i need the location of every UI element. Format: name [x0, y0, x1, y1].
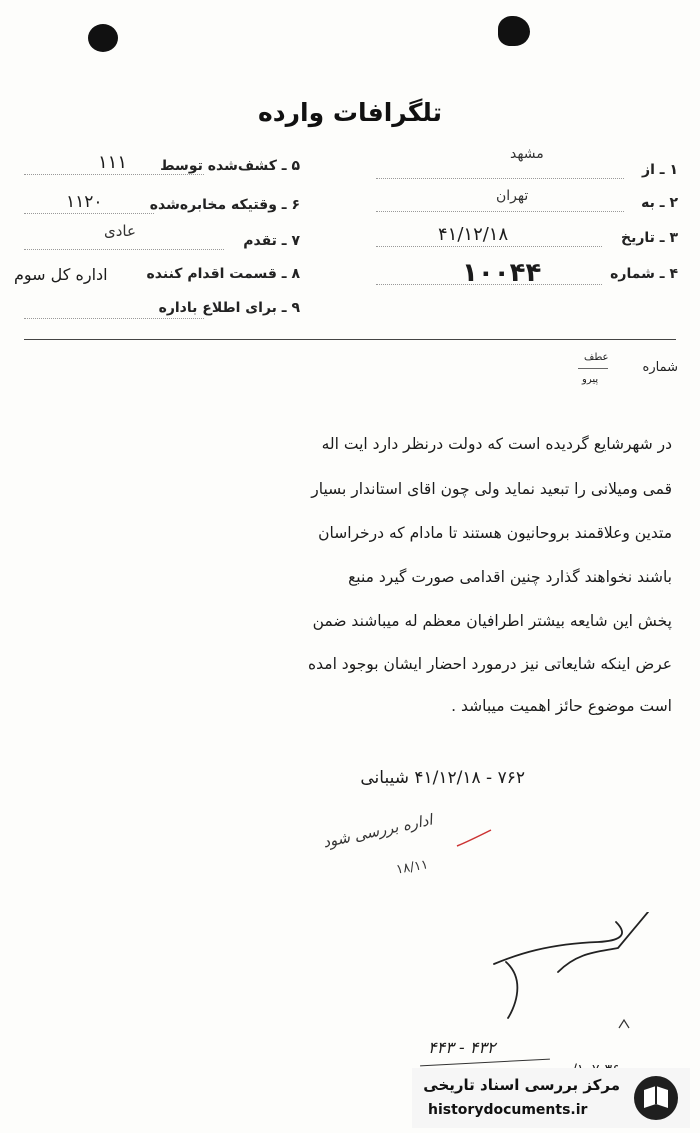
body-line-6: عرض اینکه شایعاتی نیز درمورد احضار ایشان بوجود امده	[308, 655, 672, 673]
info-label: ۹ ـ برای اطلاع باداره	[158, 300, 300, 316]
body-line-3: متدین وعلاقمند بروحانیون هستند تا مادام که درخراسان	[318, 524, 672, 542]
bottom-numbers: ۴۴۳ - ۴۳۲	[428, 1038, 496, 1057]
number-value: ۱۰۰۴۴	[462, 258, 542, 288]
doc-value: ۱۱۲۰	[66, 192, 103, 212]
ink-blot-left	[88, 24, 118, 52]
date-value: ۴۱/۱۲/۱۸	[438, 224, 509, 245]
doc-label: ۶ ـ وقتیکه مخابره‌شده	[149, 197, 300, 213]
handwritten-note: اداره بررسی شود	[321, 810, 435, 852]
priority-value: عادی	[104, 222, 136, 240]
to-label: ۲ ـ به	[641, 195, 678, 211]
from-value: مشهد	[510, 146, 544, 162]
watermark-name: مرکز بررسی اسناد تاریخی	[423, 1076, 620, 1094]
from-label: ۱ ـ از	[642, 162, 678, 178]
date-label: ۳ ـ تاریخ	[621, 230, 678, 246]
document-title: تلگرافات وارده	[258, 98, 442, 127]
number-label: ۴ ـ شماره	[610, 266, 678, 282]
decoded-by-value: ۱۱۱	[98, 152, 128, 173]
red-pencil-mark	[455, 828, 495, 850]
decoded-by-label: ۵ ـ کشف‌شده توسط	[160, 158, 300, 174]
shomare-peyro: پیرو	[582, 374, 599, 385]
section-value: اداره کل سوم	[14, 265, 108, 284]
ink-blot-right	[498, 16, 530, 46]
section-label: ۸ ـ قسمت اقدام کننده	[146, 266, 300, 282]
separator-rule	[24, 339, 676, 340]
watermark	[412, 1068, 690, 1128]
handwritten-date: ۱۸/۱۱	[394, 857, 430, 878]
small-mark	[617, 1018, 631, 1030]
body-line-1: در شهرشایع گردیده است که دولت درنظر دارد ایت اله	[321, 435, 672, 453]
body-line-2: قمی ومیلانی را تبعید نماید ولی چون اقای استاندار بسیار	[311, 480, 672, 498]
signature-line: ۷۶۲ - ۴۱/۱۲/۱۸ شیبانی	[360, 768, 525, 788]
shomare-divider	[578, 368, 608, 369]
signature-scribble	[488, 912, 658, 1022]
body-line-5: پخش این شایعه بیشتر اطرافیان معظم له میباشند ضمن	[312, 612, 672, 630]
priority-label: ۷ ـ تقدم	[243, 233, 300, 249]
body-line-7: است موضوع حائز اهمیت میباشد .	[451, 697, 672, 715]
bottom-numbers-underline	[420, 1059, 550, 1067]
body-line-4: باشند نخواهند گذارد چنین اقدامی صورت گیرد منبع	[348, 568, 672, 586]
shomare-atf: عطف	[584, 352, 609, 363]
to-value: تهران	[496, 188, 529, 204]
shomare-label: شماره	[642, 360, 678, 375]
watermark-url: historydocuments.ir	[428, 1102, 588, 1118]
book-icon	[630, 1074, 682, 1122]
